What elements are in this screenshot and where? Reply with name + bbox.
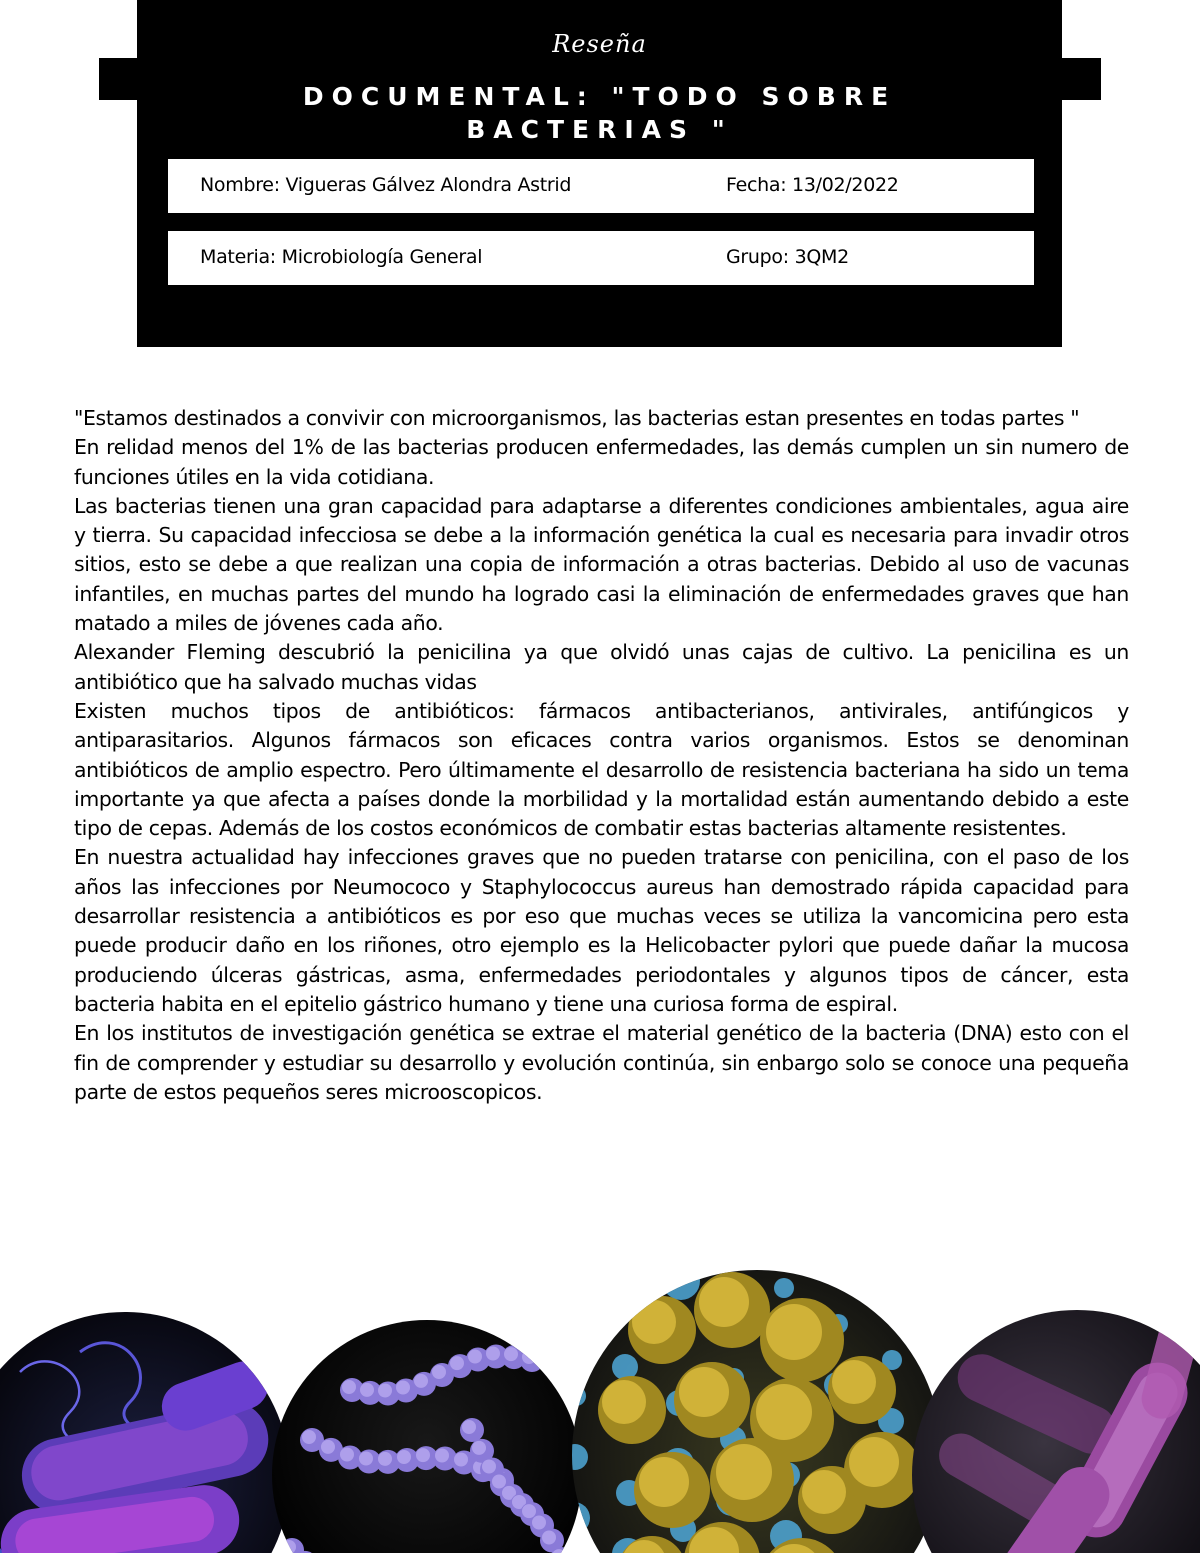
bacilli-image — [912, 1310, 1200, 1553]
document-title: DOCUMENTAL: "TODO SOBRE BACTERIAS " — [302, 82, 897, 144]
review-label: Reseña — [552, 30, 647, 58]
review-body — [74, 404, 1129, 1107]
info-row-subject-group — [168, 231, 1034, 285]
student-name: Nombre: Vigueras Gálvez Alondra Astrid — [200, 174, 572, 196]
paragraph: En relidad menos del 1% de las bacterias producen enfermedades, las demás cumplen un sin numero de funciones útiles en la vida cotidiana. — [74, 435, 1129, 489]
streptococcus-image — [272, 1320, 582, 1553]
info-row-name-date — [168, 159, 1034, 213]
paragraph-quote: "Estamos destinados a convivir con microorganismos, las bacterias estan presentes en todas partes " — [74, 406, 1080, 430]
staphylococcus-image — [572, 1270, 942, 1553]
paragraph: Existen muchos tipos de antibióticos: fármacos antibacterianos, antivirales, antifúngicos y antiparasitarios. Algunos fármacos son eficaces contra varios organismos. Estos se denominan antibióticos de amplio espectro. Pero últimamente el desarrollo de resistencia bacteriana ha sido un tema importante ya que afecta a países donde la morbilidad y la mortalidad están aumentando debido a este tipo de cepas. Además de los costos económicos de combatir estas bacterias altamente resistentes. — [74, 698, 1129, 841]
bacteria-image-strip — [0, 1270, 1200, 1553]
subject-field: Materia: Microbiología General — [200, 246, 483, 268]
paragraph: Alexander Fleming descubrió la penicilina ya que olvidó unas cajas de cultivo. La penicilina es un antibiótico que ha salvado muchas vidas — [74, 640, 1129, 694]
paragraph: Las bacterias tienen una gran capacidad para adaptarse a diferentes condiciones ambientales, agua aire y tierra. Su capacidad infecciosa se debe a la información genética la cual es necesaria para invadir otros sitios, esto se debe a que realizan una copia de información a otras bacterias. Debido al uso de vacunas infantiles, en muchas partes del mundo ha logrado casi la eliminación de enfermedades graves que han matado a miles de jóvenes cada año. — [74, 493, 1129, 636]
date-field: Fecha: 13/02/2022 — [726, 174, 899, 196]
paragraph: En nuestra actualidad hay infecciones graves que no pueden tratarse con penicilina, con el paso de los años las infecciones por Neumococo y Staphylococcus aureus han demostrado rápida capacidad para desarrollar resistencia a antibióticos es por eso que muchas veces se utiliza la vancomicina pero esta puede producir daño en los riñones, otro ejemplo es la Helicobacter pylori que puede dañar la mucosa produciendo úlceras gástricas, asma, enfermedades periodontales y algunos tipos de cáncer, esta bacteria habita en el epitelio gástrico humano y tiene una curiosa forma de espiral. — [74, 845, 1129, 1016]
group-field: Grupo: 3QM2 — [726, 246, 849, 268]
paragraph: En los institutos de investigación genética se extrae el material genético de la bacteria (DNA) esto con el fin de comprender y estudiar su desarrollo y evolución continúa, sin enbargo solo se conoce una pequeña parte de estos pequeños seres microoscopicos. — [74, 1021, 1129, 1104]
helicobacter-image — [0, 1312, 290, 1553]
header-banner — [137, 0, 1062, 347]
